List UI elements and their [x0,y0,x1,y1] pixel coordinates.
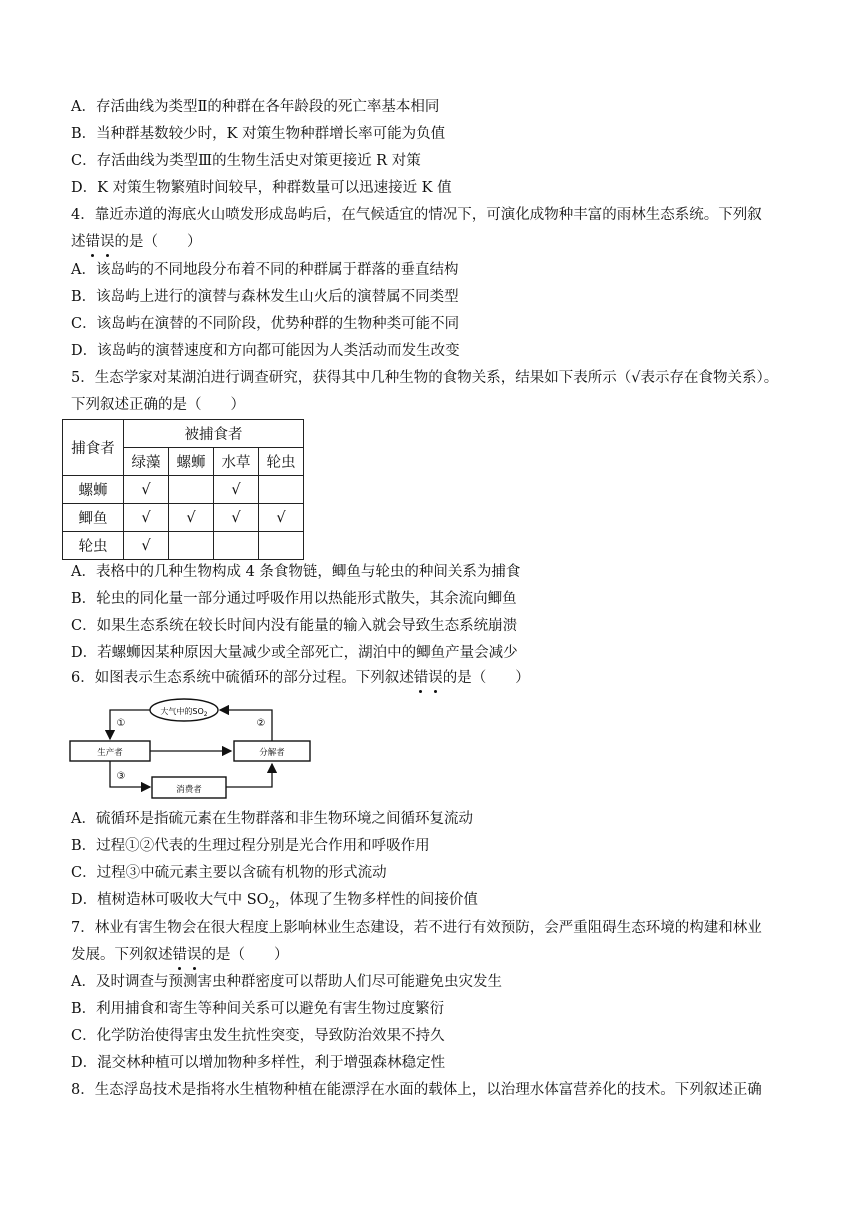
sulfur-cycle-diagram [68,697,318,805]
table-row [63,476,304,504]
q5-option-b: B．轮虫的同化量一部分通过呼吸作用以热能形式散失，其余流向鲫鱼 [71,591,517,607]
q5-option-a: A．表格中的几种生物构成 4 条食物链，鲫鱼与轮虫的种间关系为捕食 [71,564,521,580]
q3-option-d: D．K 对策生物繁殖时间较早，种群数量可以迅速接近 K 值 [71,180,452,196]
table-cell: √ [124,504,169,532]
q4-stem-line2: 述错误的是（ ） [71,234,202,250]
decomposer-label: 分解者 [259,748,285,758]
emphasis-char: 错 [413,670,429,686]
q6-option-c: C．过程③中硫元素主要以含硫有机物的形式流动 [71,865,387,881]
emphasis-char: 错 [172,947,187,963]
q4-stem-line1: 4．靠近赤道的海底火山喷发形成岛屿后，在气候适宜的情况下，可演化成物种丰富的雨林生态系统。下列叙 [71,207,762,223]
prey-column-header: 轮虫 [259,448,304,476]
q6-option-a: A．硫循环是指硫元素在生物群落和非生物环境之间循环复流动 [71,811,473,827]
q4-option-c: C．该岛屿在演替的不同阶段，优势种群的生物种类可能不同 [71,316,460,332]
q6-option-b: B．过程①②代表的生理过程分别是光合作用和呼吸作用 [71,838,430,854]
table-cell: √ [124,476,169,504]
table-row [63,504,304,532]
q4-option-d: D．该岛屿的演替速度和方向都可能因为人类活动而发生改变 [71,343,460,359]
q6-stem: 6．如图表示生态系统中硫循环的部分过程。下列叙述错误的是（ ） [71,670,530,686]
food-relation-table [62,419,304,560]
table-cell: √ [214,476,259,504]
process-3-label: ③ [116,771,126,782]
prey-column-header: 绿藻 [124,448,169,476]
producer-label: 生产者 [97,748,123,758]
q3-option-a: A．存活曲线为类型Ⅱ的种群在各年龄段的死亡率基本相同 [71,99,440,115]
row-header: 螺蛳 [63,476,124,504]
q4-option-b: B．该岛屿上进行的演替与森林发生山火后的演替属不同类型 [71,289,459,305]
emphasis-char: 误 [187,947,202,963]
row-header: 鲫鱼 [63,504,124,532]
table-cell [259,476,304,504]
q4-option-a: A．该岛屿的不同地段分布着不同的种群属于群落的垂直结构 [71,262,459,278]
q7-option-d: D．混交林种植可以增加物种多样性，利于增强森林稳定性 [71,1055,446,1071]
q6-option-d: D．植树造林可吸收大气中 $SO_2$，体现了生物多样性的间接价值 [71,892,478,911]
prey-header: 被捕食者 [124,420,304,448]
table-cell [169,532,214,560]
arrow-consumer-to-decomposer [226,764,272,787]
process-1-label: ① [116,718,126,729]
prey-column-header: 水草 [214,448,259,476]
table-row [63,532,304,560]
atmosphere-label: 大气中的$SO_2$ [160,707,208,718]
q3-option-b: B．当种群基数较少时，K 对策生物种群增长率可能为负值 [71,126,446,142]
consumer-label: 消费者 [176,785,202,795]
q7-stem-line2: 发展。下列叙述错误的是（ ） [71,947,289,963]
row-header: 轮虫 [63,532,124,560]
table-cell [259,532,304,560]
prey-column-header: 螺蛳 [169,448,214,476]
q7-option-a: A．及时调查与预测害虫种群密度可以帮助人们尽可能避免虫灾发生 [71,974,502,990]
q7-option-c: C．化学防治使得害虫发生抗性突变，导致防治效果不持久 [71,1028,445,1044]
table-cell: √ [259,504,304,532]
process-2-label: ② [256,718,266,729]
q3-option-c: C．存活曲线为类型Ⅲ的生物生活史对策更接近 R 对策 [71,153,421,169]
table-cell [214,532,259,560]
q7-option-b: B．利用捕食和寄生等种间关系可以避免有害生物过度繁衍 [71,1001,445,1017]
table-cell [169,476,214,504]
q5-option-d: D．若螺蛳因某种原因大量减少或全部死亡，湖泊中的鲫鱼产量会减少 [71,645,518,661]
emphasis-char: 误 [100,234,115,250]
table-cell: √ [214,504,259,532]
emphasis-char: 错 [85,234,100,250]
q8-stem-line1: 8．生态浮岛技术是指将水生植物种植在能漂浮在水面的载体上，以治理水体富营养化的技术。下列叙述正确 [71,1082,762,1098]
q5-option-c: C．如果生态系统在较长时间内没有能量的输入就会导致生态系统崩溃 [71,618,518,634]
table-cell: √ [169,504,214,532]
q5-stem-line2: 下列叙述正确的是（ ） [71,397,245,413]
q7-stem-line1: 7．林业有害生物会在很大程度上影响林业生态建设，若不进行有效预防，会严重阻碍生态环境的构建和林业 [71,920,762,936]
table-cell: √ [124,532,169,560]
predator-header: 捕食者 [63,420,124,476]
q5-stem-line1: 5．生态学家对某湖泊进行调查研究，获得其中几种生物的食物关系，结果如下表所示（√表示存在食物关系）。 [71,370,779,386]
emphasis-char: 误 [428,670,443,686]
